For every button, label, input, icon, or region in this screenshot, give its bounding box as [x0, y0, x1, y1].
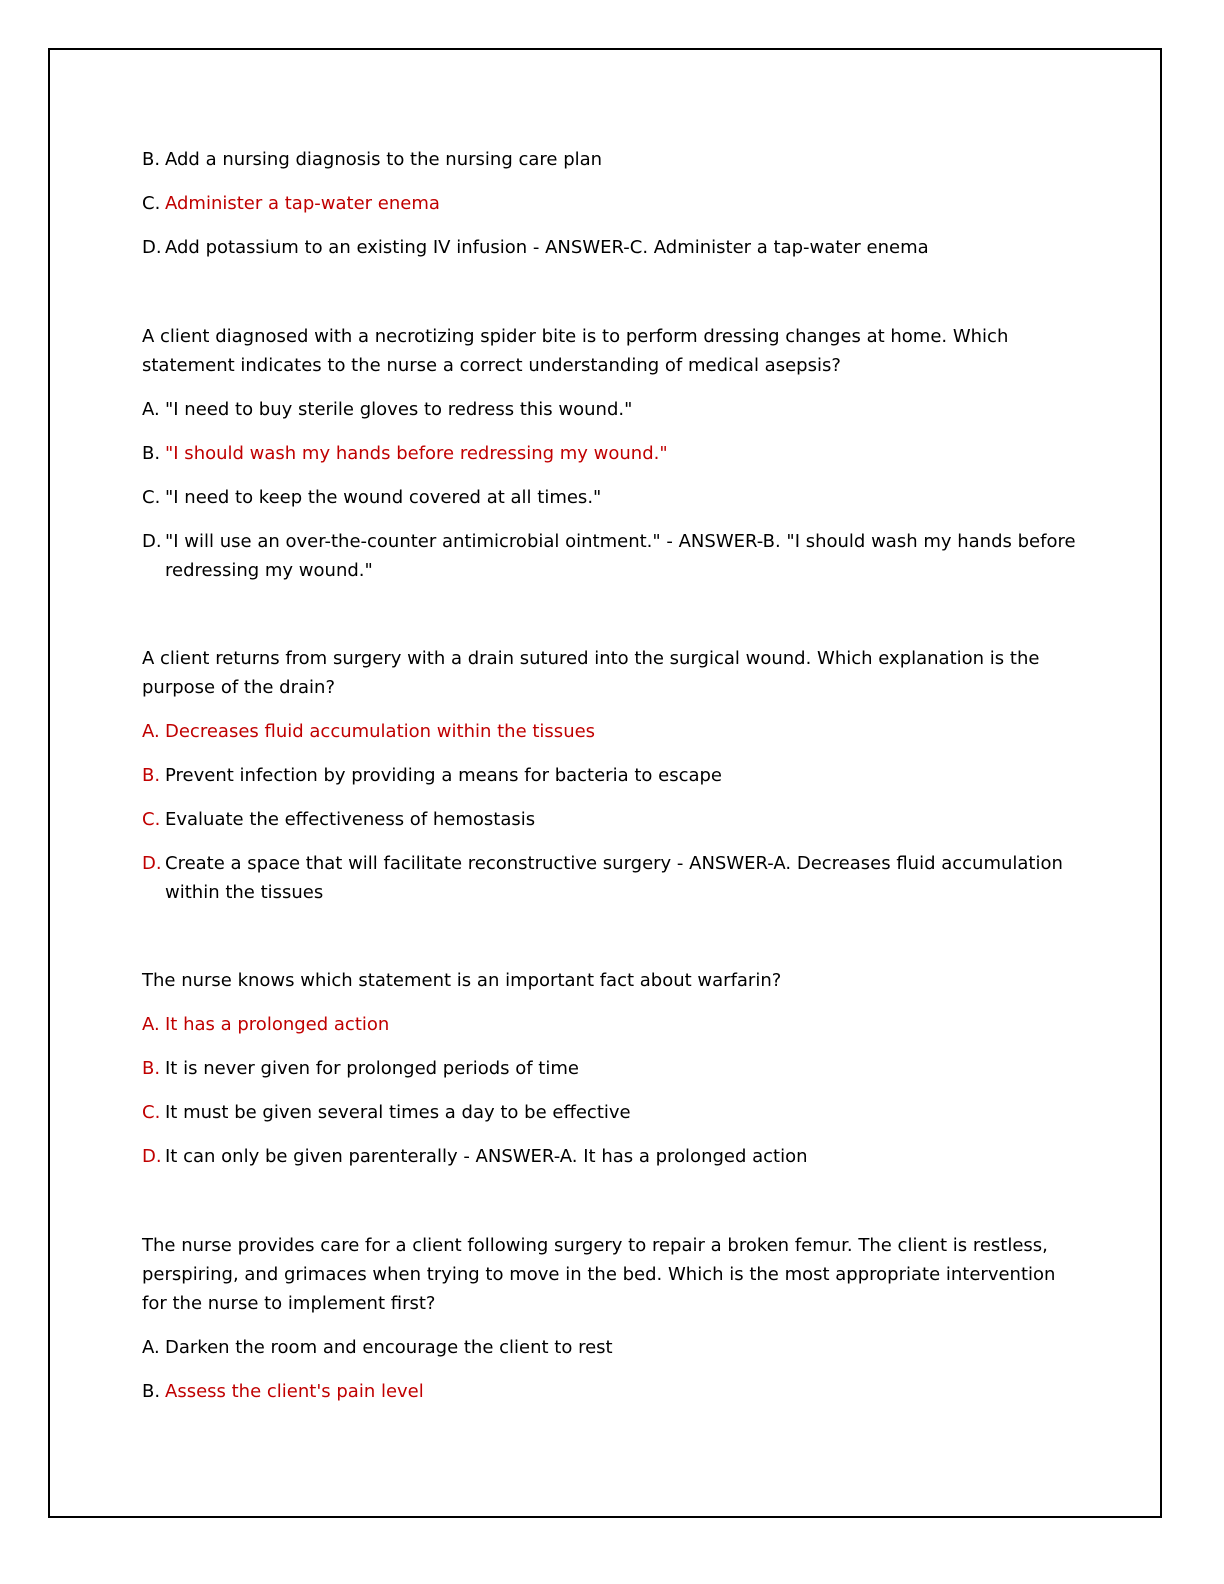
q1-option-c-letter: C.	[142, 487, 161, 508]
q2-option-d-text: Create a space that will facilitate reconstructive surgery - ANSWER-A. Decreases fluid accumulation within the tissues	[165, 853, 1063, 903]
q2-option-c-text: Evaluate the effectiveness of hemostasis	[165, 809, 536, 830]
q3-option-d-text: It can only be given parenterally - ANSWER-A. It has a prolonged action	[165, 1146, 808, 1167]
q1-option-d-letter: D.	[142, 531, 162, 552]
q1-option-b-letter: B.	[142, 443, 161, 464]
q2-option-b-text: Prevent infection by providing a means for bacteria to escape	[165, 765, 723, 786]
q0-option-c-letter: C.	[142, 193, 161, 214]
q2-option-d	[142, 849, 1082, 907]
q3-option-a-text: It has a prolonged action	[165, 1014, 390, 1035]
q0-option-b	[142, 145, 1082, 174]
q4-stem: The nurse provides care for a client following surgery to repair a broken femur. The client is restless, perspiring, and grimaces when trying to move in the bed. Which is the most appropriate intervention for the nurse to implement first?	[142, 1235, 1056, 1314]
q4-option-b	[142, 1377, 1082, 1406]
q3-option-d-letter: D.	[142, 1146, 162, 1167]
q1-option-d	[142, 527, 1082, 585]
q0-option-d-text: Add potassium to an existing IV infusion - ANSWER-C. Administer a tap-water enema	[165, 237, 929, 258]
q2-option-c	[142, 805, 1082, 834]
q3-stem: The nurse knows which statement is an important fact about warfarin?	[142, 970, 782, 991]
q2-option-b	[142, 761, 1082, 790]
q2-option-d-letter: D.	[142, 853, 162, 874]
q2-stem: A client returns from surgery with a drain sutured into the surgical wound. Which explanation is the purpose of the drain?	[142, 648, 1040, 698]
q4-option-a-text: Darken the room and encourage the client to rest	[165, 1337, 613, 1358]
q1-option-c	[142, 483, 1082, 512]
q2-option-c-letter: C.	[142, 809, 161, 830]
q1-option-b-text: "I should wash my hands before redressing my wound."	[165, 443, 668, 464]
q3-option-b	[142, 1054, 1082, 1083]
q3-option-d	[142, 1142, 1082, 1171]
q2-option-a-text: Decreases fluid accumulation within the tissues	[165, 721, 596, 742]
q4-option-b-letter: B.	[142, 1381, 161, 1402]
q3-option-c-letter: C.	[142, 1102, 161, 1123]
q1-option-b	[142, 439, 1082, 468]
q3-option-c-text: It must be given several times a day to be effective	[165, 1102, 631, 1123]
q1-option-a	[142, 395, 1082, 424]
q1-stem: A client diagnosed with a necrotizing spider bite is to perform dressing changes at home. Which statement indicates to the nurse a correct understanding of medical asepsis?	[142, 326, 1009, 376]
q2-option-a-letter: A.	[142, 721, 160, 742]
q0-option-b-text: Add a nursing diagnosis to the nursing care plan	[165, 149, 603, 170]
q3-option-a	[142, 1010, 1082, 1039]
q1-option-a-letter: A.	[142, 399, 160, 420]
q2-option-b-letter: B.	[142, 765, 161, 786]
q0-option-c-text: Administer a tap-water enema	[165, 193, 440, 214]
document-body	[142, 145, 1082, 1406]
q3-option-b-letter: B.	[142, 1058, 161, 1079]
q4-option-a	[142, 1333, 1082, 1362]
q0-option-d-letter: D.	[142, 237, 162, 258]
q3-option-b-text: It is never given for prolonged periods of time	[165, 1058, 579, 1079]
q0-option-b-letter: B.	[142, 149, 161, 170]
q1-option-a-text: "I need to buy sterile gloves to redress this wound."	[165, 399, 633, 420]
q2-option-a	[142, 717, 1082, 746]
q0-option-c	[142, 189, 1082, 218]
q3-option-a-letter: A.	[142, 1014, 160, 1035]
q3-option-c	[142, 1098, 1082, 1127]
q4-option-a-letter: A.	[142, 1337, 160, 1358]
q4-option-b-text: Assess the client's pain level	[165, 1381, 424, 1402]
q1-option-d-text: "I will use an over-the-counter antimicrobial ointment." - ANSWER-B. "I should wash my hands before redressing my wound."	[165, 531, 1076, 581]
q0-option-d	[142, 233, 1082, 262]
q1-option-c-text: "I need to keep the wound covered at all times."	[165, 487, 602, 508]
